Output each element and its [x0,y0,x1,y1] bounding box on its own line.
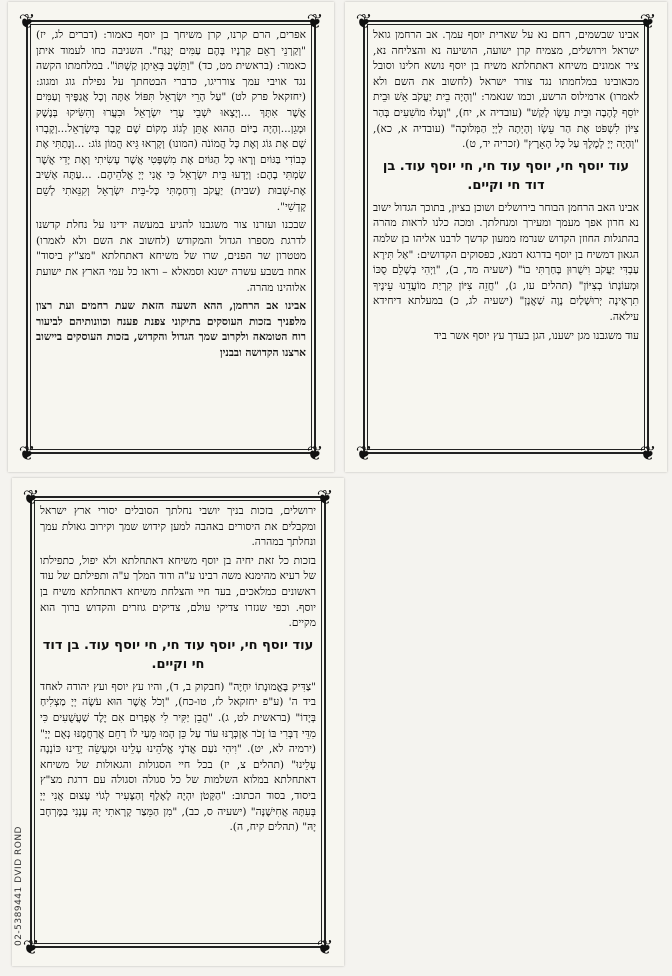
corner-ornament-icon: ❦ [306,441,324,465]
corner-ornament-icon: ❦ [639,441,657,465]
corner-ornament-icon: ❦ [316,485,334,509]
prayer-paragraph: שבכנו ועזרנו צור משגבנו להגיע במעשה ידינו על נחלת קדשנו לדרגת מספרו הגדול והמקודש (לחשוב את השם ולא לאמרו) מטטרון שר הפנים, שרו של משיחא דאתחלתא "מצ"ץ ביסוד" אחוז בשבע עשרה ישנא וסמאלא – וראו כל עמי הארץ את ישועת אלוהינו מהרה. [36,219,306,294]
prayer-text [373,28,639,446]
prayer-card-bottom [12,478,344,966]
corner-ornament-icon: ❦ [355,9,373,33]
corner-ornament-icon: ❦ [316,935,334,959]
prayer-text [36,28,306,446]
prayer-paragraph: ירושלים, בזכות בניך יושבי נחלתך הסובלים יסורי ארץ ישראל ומקבלים את היסורים באהבה למען קידוש שמך וקירוב גאולת עמך ונחלתך במהרה. [40,505,316,549]
publisher-code: 02-5389441 DVID ROND [14,825,24,946]
corner-ornament-icon: ❦ [18,9,36,33]
prayer-paragraph: אבינו שבשמים, רחם נא על שארית יוסף עמך. אב הרחמן גואל ישראל וירושלים, מצמיח קרן ישועה, הושיעה נא והצליחה נא, ציר אמונים משיחא דאתחלתא משיח בן יוסף נושא חלינו וסובל מכאובינו במלחמתו נגד צורר ישראל (לחשוב את השם ולא לאמרו) ארמילוס הרשע, וכמו שנאמר: "וְהָיָה בֵית יַעֲקֹב אֵשׁ וּבֵית יוֹסֵף לֶהָבָה וּבֵית עֵשָׂו לְקַשׁ" (עובדיה א, יח), "וְעָלוּ מוֹשִׁעִים בְּהַר צִיּוֹן לִשְׁפֹּט אֶת הַר עֵשָׂו וְהָיְתָה לַיְיָ הַמְּלוּכָה" (עובדיה א, כא), "וְהָיָה יְיָ לְמֶלֶךְ עַל כָּל הָאָרֶץ" (זכריה יד, ט). [373,29,639,151]
section-heading: עוד יוסף חי, יוסף עוד חי, חי יוסף עוד. בן דוד חי וקיים. [382,158,630,193]
corner-ornament-icon: ❦ [22,485,40,509]
corner-ornament-icon: ❦ [639,9,657,33]
prayer-paragraph: אבינו האב הרחמן הבוחר בירושלים ושוכן בציון, בתוכך הגדול ישוב נא חרון אפך מעמך ומעירך ומנחלתך. ומכה כלנו לראות מהרה בהתגלות החוזן הקדוש שנרמז ממעון קדשך לרבנו אליהו בן שלמה הגאון דמשיח בן יוסף בדרגא דמנא, כפסוקים הקדושים: "אַל תִּירָא עַבְדִּי יַעֲקֹב וִישֻׁרוּן בָּחַרְתִּי בוֹ" (ישעיה מד, ב), "וַיְהִי בְשָׁלֵם סֻכּוֹ וּמְעוֹנָתוֹ בְצִיּוֹן" (תהלים עו, ג), "חֲזֵה צִיּוֹן קִרְיַת מוֹעֲדֵנוּ עֵינֶיךָ תִרְאֶינָה יְרוּשָׁלַיִם נָוֶה שַׁאֲנָן" (ישעיה לג, כ) במעלתא דיחידא עילאה. [373,201,639,323]
corner-ornament-icon: ❦ [22,935,40,959]
prayer-paragraph: אפרים, הרם קרנו, קרן משיחך בן יוסף כאמור: (דברים לג, יז) "וְקַרְנֵי רְאֵם קַרְנָיו בָּהֶם עַמִּים יְנַגַּח". השגיבה כחו לעמוד איתן כאמור: (בראשית מט, כד) "וַתֵּשֶׁב בְּאֵיתָן קַשְׁתּוֹ". במלחמתו הקשה נגד אויבי עמך צורריגו, כדברי הבטחתך על נפילת גוג ומגוג: (יחזקאל פרק לט) "עַל הָרֵי יִשְׂרָאֵל תִּפּוֹל אַתָּה וְכָל אֲגַפֶּיךָ וְעַמִּים אֲשֶׁר אִתָּךְ ...וְיָצְאוּ יֹשְׁבֵי עָרֵי יִשְׂרָאֵל וּבִעֲרוּ וְהִשִּׂיקוּ בְּנֶשֶׁק וּמָגֵן...וְהָיָה בַיּוֹם הַהוּא אֶתֵּן לְגוֹג מְקוֹם שָׁם קֶבֶר בְּיִשְׂרָאֵל...וְקָבְרוּ שָׁם אֶת גּוֹג וְאֶת כָּל הֲמוֹנֹה (המונו) וְקָרְאוּ גֵּיא הֲמוֹן גּוֹג: ...וְנָתַתִּי אֶת כְּבוֹדִי בַּגּוֹיִם וְרָאוּ כָל הַגּוֹיִם אֶת מִשְׁפָּטִי אֲשֶׁר עָשִׂיתִי וְאֶת יָדִי אֲשֶׁר שַׂמְתִּי בָהֶם: וְיָדְעוּ בֵּית יִשְׂרָאֵל כִּי אֲנִי יְיָ אֱלֹהֵיהֶם. ...עַתָּה אָשִׁיב אֶת-שְׁבוּת (שבית) יַעֲקֹב וְרִחַמְתִּי כָּל-בֵּית יִשְׂרָאֵל וְקִנֵּאתִי לְשֵׁם קָדְשִׁי". [36,29,306,213]
corner-ornament-icon: ❦ [18,441,36,465]
prayer-card-top-left [8,2,334,472]
prayer-card-top-right [345,2,667,472]
prayer-paragraph: "צַדִּיק בֶּאֱמוּנָתוֹ יִחְיֶה" (חבקוק ב, ד), והיו עץ יוסף ועץ יהודה לאחד ביד ה' (ע"פ יחזקאל לז, טו-כח), "וְכֹל אֲשֶׁר הוּא עֹשֶׂה יְיָ מַצְלִיחַ בְּיָדוֹ" (בראשית לט, ג). "הֲבֵן יַקִּיר לִי אֶפְרַיִם אִם יֶלֶד שַׁעֲשֻׁעִים כִּי מִדֵּי דַבְּרִי בּוֹ זָכֹר אֶזְכְּרֶנּוּ עוֹד עַל כֵּן הָמוּ מֵעַי לוֹ רַחֵם אֲרַחֲמֶנּוּ נְאֻם יְיָ" (ירמיה לא, יט). "וִיהִי נֹעַם אֲדֹנָי אֱלֹהֵינוּ עָלֵינוּ וּמַעֲשֵׂה יָדֵינוּ כּוֹנְנָה עָלֵינוּ" (תהלים צ, יז) בכל חיי הסגולות והגאולות של משיחא דאתחלתא במלוא השלמות של כל סגולה וסגולה עם דרגת מצ"ץ ביסוד, בסוד הכתוב: "הַקָּטֹן יִהְיֶה לָאֶלֶף וְהַצָּעִיר לְגוֹי עָצוּם אֲנִי יְיָ בְּעִתָּהּ אֲחִישֶׁנָּה" (ישעיה ס, כב), "מִן הַמֵּצַר קָרָאתִי יָהּ עָנָנִי בַמֶּרְחָב יָהּ" (תהלים קיח, ה). [40,680,316,834]
prayer-text [40,504,316,940]
corner-ornament-icon: ❦ [306,9,324,33]
section-heading: עוד יוסף חי, יוסף עוד חי, חי יוסף עוד. בן דוד חי וקיים. [42,637,314,672]
prayer-paragraph: בזכות כל זאת יחיה בן יוסף משיחא דאתחלתא ולא יפול, כתפילתו של רעיא מהימנא משה רבינו ע"ה ודוד המלך ע"ה ותפילתם של עוד ראשונים כמלאכים, בעד חיי והצלחת משיחא דאתחלתא משיח בן יוסף. וכפי שגזרו צדיקי עולם, צדיקים גוזרים והקדוש ברוך הוא מקיים. [40,554,316,630]
corner-ornament-icon: ❦ [355,441,373,465]
prayer-paragraph: עוד משגבנו מגן ישענו, הגן בעדך עץ יוסף אשר ביד [433,329,639,342]
prayer-paragraph: אבינו אב הרחמן, ההא השעה הזאת שעת רחמים ועת רצון מלפניך בזכות העוסקים בתיקוני צפנת פענח וכוונותיהם לביעור רוח הטומאה ולקרוב שמך הגדול והקדוש, בזכות העוסקים ביישוב ארצנו הקדושה ובבנין [36,300,306,359]
